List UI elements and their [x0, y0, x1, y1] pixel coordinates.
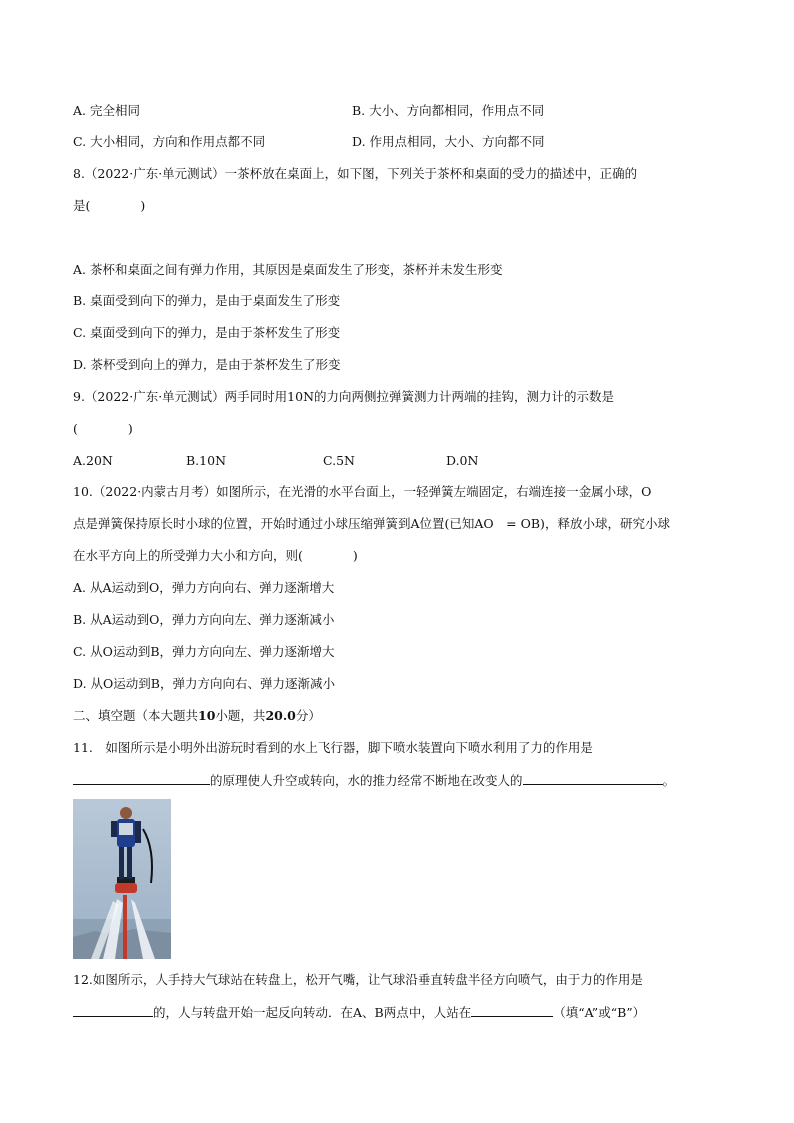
q8-option-c: C. 桌面受到向下的弹力，是由于茶杯发生了形变	[73, 325, 341, 340]
q11-answer-blank-1[interactable]	[73, 772, 210, 785]
q9-option-d: D.0N	[446, 453, 479, 468]
q12-answer-blank-1[interactable]	[73, 1004, 153, 1017]
q10-option-d: D. 从O运动到B，弹力方向向右、弹力逐渐减小	[73, 676, 335, 691]
q12-stem-line2: 的，人与转盘开始一起反向转动．在A、B两点中，人站在 （填“A”或“B”）	[73, 1004, 645, 1021]
q11-stem-line1: 11. 如图所示是小明外出游玩时看到的水上飞行器，脚下喷水装置向下喷水利用了力的作用是	[73, 740, 593, 755]
q9-option-b: B.10N	[186, 453, 227, 468]
section-heading: 二、填空题（本大题共10小题，共20.0分）	[73, 708, 321, 723]
q12-stem-line1: 12.如图所示，人手持大气球站在转盘上，松开气嘴，让气球沿垂直转盘半径方向喷气，由于力的作用是	[73, 972, 643, 987]
q10-option-c: C. 从O运动到B，弹力方向向左、弹力逐渐增大	[73, 644, 335, 659]
q12-answer-blank-2[interactable]	[471, 1004, 553, 1017]
q9-option-c: C.5N	[323, 453, 355, 468]
q11-answer-blank-2[interactable]	[523, 772, 663, 785]
q7-option-c: C. 大小相同，方向和作用点都不同	[73, 134, 266, 149]
q10-stem-line1: 10.（2022·内蒙古月考）如图所示，在光滑的水平台面上，一轻弹簧左端固定，右端连接一金属小球，O	[73, 484, 652, 499]
q8-option-a: A. 茶杯和桌面之间有弹力作用，其原因是桌面发生了形变，茶杯并未发生形变	[73, 262, 503, 277]
q7-option-a: A. 完全相同	[73, 103, 140, 118]
q10-option-a: A. 从A运动到O，弹力方向向右、弹力逐渐增大	[73, 580, 335, 595]
jetpack-flyer-illustration	[73, 799, 171, 959]
q8-stem-line1: 8.（2022·广东·单元测试）一茶杯放在桌面上，如下图，下列关于茶杯和桌面的受力的描述中，正确的	[73, 166, 638, 181]
q9-stem-line2: ( )	[73, 421, 133, 436]
q11-stem-line2: 的原理使人升空或转向，水的推力经常不断地在改变人的 。	[73, 772, 675, 789]
q7-option-d: D. 作用点相同，大小、方向都不同	[352, 134, 545, 149]
q7-option-b: B. 大小、方向都相同，作用点不同	[352, 103, 545, 118]
q9-stem-line1: 9.（2022·广东·单元测试）两手同时用10N的力向两侧拉弹簧测力计两端的挂钩，测力计的示数是	[73, 389, 615, 404]
q8-stem-line2: 是( )	[73, 198, 146, 213]
q10-option-b: B. 从A运动到O，弹力方向向左、弹力逐渐减小	[73, 612, 335, 627]
jetpack-flyer-photo	[73, 799, 171, 959]
q8-option-d: D. 茶杯受到向上的弹力，是由于茶杯发生了形变	[73, 357, 341, 372]
q10-stem-line2: 点是弹簧保持原长时小球的位置，开始时通过小球压缩弹簧到A位置(已知AO = OB)，释放小球，研究小球	[73, 516, 670, 531]
q8-option-b: B. 桌面受到向下的弹力，是由于桌面发生了形变	[73, 293, 341, 308]
q9-option-a: A.20N	[73, 453, 113, 468]
q10-stem-line3: 在水平方向上的所受弹力大小和方向，则( )	[73, 548, 358, 563]
